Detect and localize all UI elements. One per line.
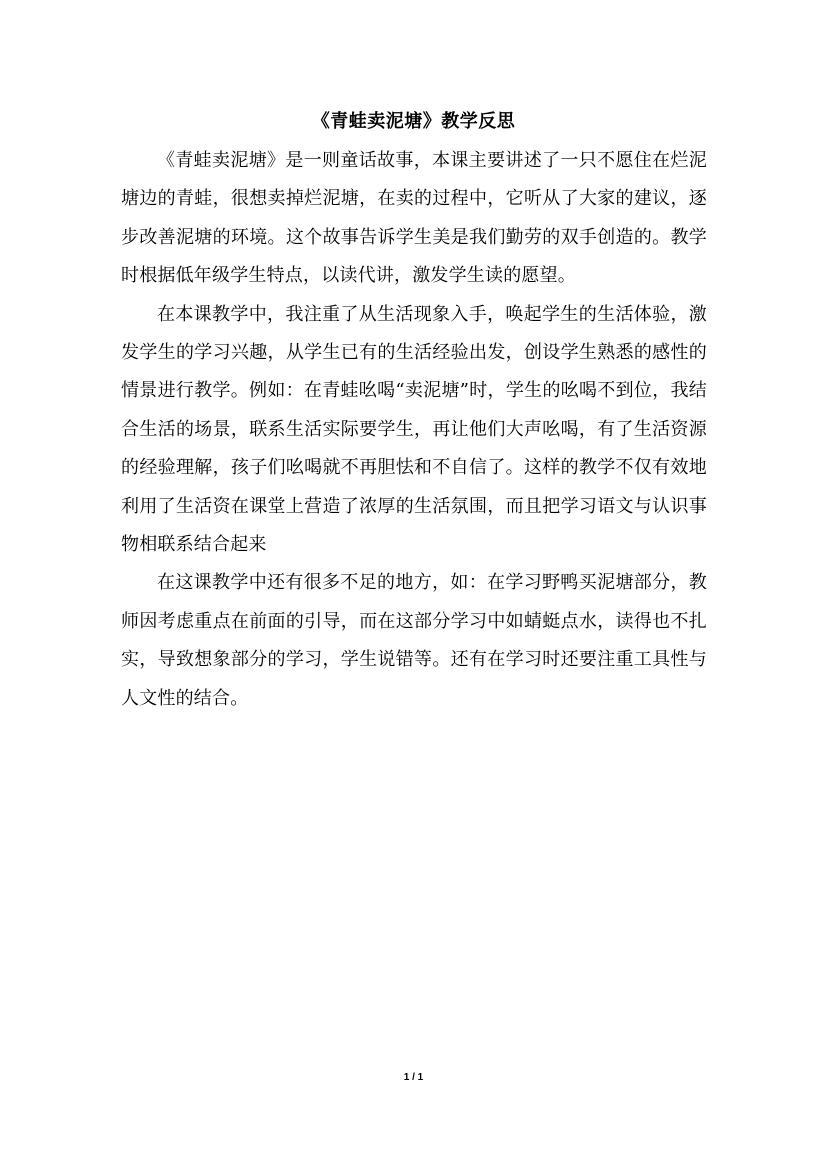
paragraph-intro: 《青蛙卖泥塘》是一则童话故事，本课主要讲述了一只不愿住在烂泥塘边的青蛙，很想卖掉烂泥塘，在卖的过程中，它听从了大家的建议，逐步改善泥塘的环境。这个故事告诉学生美是我们勤劳的双手创造的。教学时根据低年级学生特点，以读代讲，激发学生读的愿望。 [121,150,707,287]
document-title: 《青蛙卖泥塘》教学反思 [311,111,516,132]
paragraph-teaching-approach: 在本课教学中，我注重了从生活现象入手，唤起学生的生活体验，激发学生的学习兴趣，从学生已有的生活经验出发，创设学生熟悉的感性的情景进行教学。例如：在青蛙吆喝“卖泥塘”时，学生的吆喝不到位，我结合生活的场景，联系生活实际要学生，再让他们大声吆喝，有了生活资源的经验理解，孩子们吆喝就不再胆怯和不自信了。这样的教学不仅有效地利用了生活资在课堂上营造了浓厚的生活氛围，而且把学习语文与认识事物相联系结合起来 [121,303,707,556]
document-body [121,142,707,718]
paragraph-shortcomings: 在这课教学中还有很多不足的地方，如：在学习野鸭买泥塘部分，教师因考虑重点在前面的引导，而在这部分学习中如蜻蜓点水，读得也不扎实，导致想象部分的学习，学生说错等。还有在学习时还要注重工具性与人文性的结合。 [121,572,707,709]
page-number: 1 / 1 [403,1072,424,1083]
